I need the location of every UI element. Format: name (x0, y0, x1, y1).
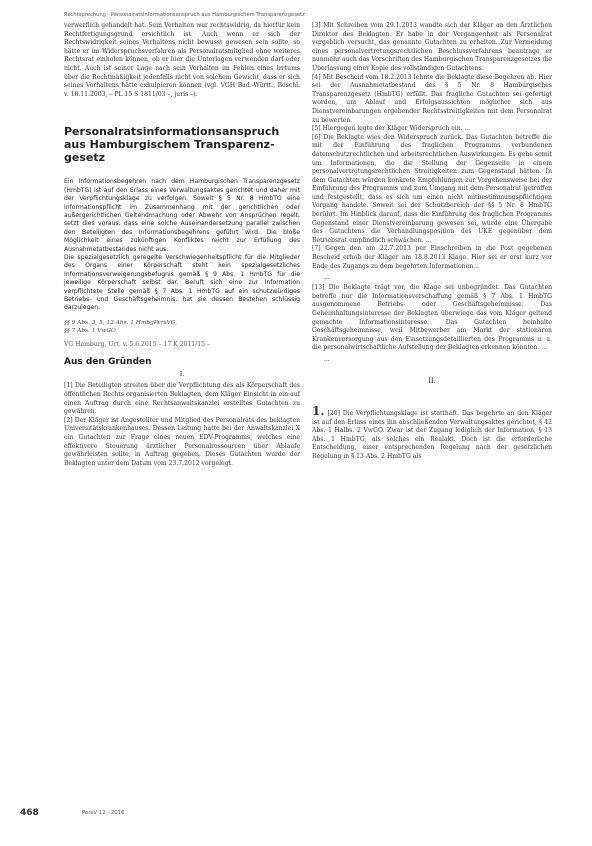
roman-numeral: II. (428, 376, 436, 385)
body-paragraph: [5] Hiergegen legte der Kläger Widerspruch ein. ... (312, 125, 471, 133)
norm-line: §§ 9 Abs. 3, 5, 12 Abs. 1 HmbgPersVG, (64, 319, 178, 326)
subsection-title: Aus den Gründen (64, 357, 152, 368)
intro-paragraph: verwerflich gehandelt hat. Sein Verhalten war rechtswidrig, da hierfür kein Rechtfertigungsgrund ersichtlich ist. Auch wenn er sich der Rechtswidrigkeit seines Verhaltens nicht bewusst gewesen sein sollte, so hätte er im Widerspruchsverfahren als Personalratsmitglied ohne weiteres Rechtsrat einholen können, ob er hier die Unterlagen verwenden darf oder nicht. Auch ist seiner Lage nach sein Verhalten im Fehlen eines Irrtums über die Rechtmäßigkeit jedenfalls nicht von solchem Gewicht, dass er sich seines Verhaltens hätte exkulpieren können (vgl. VGH Bad.-Württ., Beschl. v. 18.11.2003, – PL 15 S 1811/03 –, juris –). (64, 22, 300, 98)
norms (64, 319, 300, 335)
ellipsis: ... (324, 355, 330, 363)
norm-line: §§ 7 Abs. 1 VwGO (64, 327, 116, 334)
roman-numeral: I. (179, 371, 185, 379)
left-column (64, 22, 300, 468)
leitsatz-paragraph: Ein Informationsbegehren nach dem Hamburgischen Transparenzgesetz (HmbTG) ist auf den Erlass eines Verwaltungsaktes gerichtet und daher mit der Verpflichtungsklage zu verfolgen. Soweit § 5 Nr. 8 HmbTG eine Informationspflicht im Zusammenhang mit der gerichtlichen oder außergerichtlichen Geltendmachung oder Abwehr von Ansprüchen regelt, setzt dies voraus, dass eine solche Auseinandersetzung parallel zwischen den Beteiligten des Informationsbegehrens geführt wird. Die bloße Möglichkeit eines zukünftigen Konfliktes reicht zur Erfüllung des Ausnahmetatbestandes nicht aus. (64, 178, 300, 253)
body-paragraph: [4] Mit Bescheid vom 18.2.2013 lehnte die Beklagte diese Begehren ab. Hier sei der Ausnahmetatbestand des § 5 Nr. 8 Hamburgisches Transparenzgesetz (HmbTG) erfüllt. Das fragliche Gutachten sei gefertigt worden, um Ablauf und Erfolgsaussichten möglicher sich aus Dienstvereinbarungen ergebender Rechtsstreitigkeiten mit dem Personalrat zu bewerten. (312, 73, 552, 124)
ellipsis: ... (324, 274, 330, 282)
page-number: 468 (20, 808, 39, 818)
leitsatz (64, 178, 300, 313)
body-paragraph (312, 403, 552, 462)
section-title: Personalratsinformationsanspruch aus Hamburgischem Transparenz-gesetz (64, 125, 280, 165)
journal-reference: PersV 12 · 2016 (82, 810, 125, 816)
body-paragraph: [1] Die Beteiligten streiten über die Verpflichtung des als Körperschaft des öffentlichen Rechts organisierten Beklagten, dem Kläger Einsicht in ein auf einen Auftrag durch eine Rechtsanwaltskanzlei erstelltes Gutachten zu gewähren. (64, 382, 300, 416)
right-column (312, 22, 552, 462)
running-header: Rechtsprechung · Personalratsinformationsanspruch aus Hamburgischem Transparenzgesetz (64, 12, 305, 18)
body-paragraph: [13] Die Beklagte trägt vor, die Klage sei unbegründet. Das Gutachten betreffe nur die Informationsverschaffung gemäß § 7 Abs. 1 HmbTG ausgenommene Betriebs- oder Geschäftsgeheimnisse. Das Geheimhaltungsinteresse der Beklagten überwiege das vom Kläger geltend gemachte Informationsinteresse. Das Gutachten beinhalte Geschäftsgeheimnisse, weil Mitbewerber am Markt der stationären Krankenversorgung aus den Einsetzungsdetaillierten des Programms u. a. die personalwirtschaftliche Aufstellung der Beklagten erkennen könnten. ... (312, 284, 552, 352)
body-paragraph: [6] Die Beklagte wies den Widerspruch zurück. Das Gutachten betreffe die mit der Einführung des fraglichen Programms verbundenen datenschutzrechtlichen und arbeitsrechtlichen Auswirkungen. Es gehe somit um Informationen, die die Stellung der Gegenseite in einem personalvertretungsrechtlichen Streitigkeiten zum Gegenstand hätten. In dem Gutachten würden konkrete Empfehlungen zur Vorgehensweise bei der Einführung des Programms und zum Umgang mit dem Personalrat getroffen und festgestellt, dass es sich um einen nicht mitbestimmungspflichtigen Vorgang handele. Soweit sei der Schutzbereich der §§ 5 Nr. 8 HmbTG berührt. Im Hinblick darauf, dass die Einführung des fraglichen Programms Gegenstand einer Dienstvereinbarung gewesen sei, würde eine Übergabe des Gutachtens die Verhandlungsposition des UKE gegenüber dem Betriebsrat empfindlich schwächen. ... (312, 133, 552, 244)
section-mark: 1. (312, 403, 325, 418)
final-paragraph-text: [20] Die Verpflichtungsklage ist statthaft. Das begehrte an den Kläger ist auf den Erlass eines ihn abschließenden Verwaltungsaktes gerichtet, § 42 Abs. 1 Halbs. 2 VwGO. Zwar ist der Zugang lediglich der Information, § 13 Abs. 1 HmbTG, als solches ein Realakt. Doch ist die erforderliche Entscheidung, einer entsprechenden Regelung nach der gesetzlichen Regelung in § 13 Abs. 2 HmbTG als (312, 409, 552, 460)
body-paragraph: [2] Der Kläger ist Angestellter und Mitglied des Personalrats des beklagten Universitätskrankenhauses. Dessen Leitung hatte bei der Anwaltskanzlei X ein Gutachten zur Frage eines neuen EDV-Programms, welches eine effektivere Steuerung ärztlicher Personalressourcen über Ablaufe gewährleisten sollte, in Auftrag gegeben. Dieses Gutachten wurde der Beklagten unter dem Datum vom 23.7.2012 vorgelegt. (64, 416, 300, 467)
body-paragraph: [7] Gegen den am 22.7.2013 per Einschreiben in die Post gegebenen Bescheid erhob der Kläger am 18.8.2013 Klage. Hier sei er erst kurz vor Ende des Zugangs zu dem begehrten Informationen... (312, 245, 552, 270)
body-paragraph: [3] Mit Schreiben vom 29.1.2013 wandte sich der Kläger an den Ärztlichen Direktor des Beklagten. Er habe in der Vergangenheit als Personalrat vergeblich versucht, das genannte Gutachten zu erhalten. Zur Vermeidung eines personalvertretungsrechtlichen Beschlussverfahrens beantrage er nunmehr auch das Vorschriften des Hamburgischen Transparenzgesetzes die Überlassung einer Kopie des vollständigen Gutachtens. (312, 22, 552, 72)
court-citation: VG Hamburg, Urt. v. 5.6.2015 – 17 K 2011/15 – (64, 340, 210, 348)
page-footer (20, 808, 560, 820)
leitsatz-paragraph: Die spezialgesetzlich geregelte Verschwiegenheitspflicht für die Mitglieder des Organs einer Körperschaft steht kein spezialgesetzliches Informationsverweigerungsbefugnis gemäß § 9 Abs. 1 HmbTG für die jeweilige Körperschaft selbst dar. Beruft sich eine zur Information verpflichtete Stelle gemäß § 7 Abs. 1 HmbTG auf ein schutzwürdiges Betriebs- und Geschäftsgeheimnis, hat sie dessen Bestehen schlüssig darzulegen. (64, 254, 300, 312)
